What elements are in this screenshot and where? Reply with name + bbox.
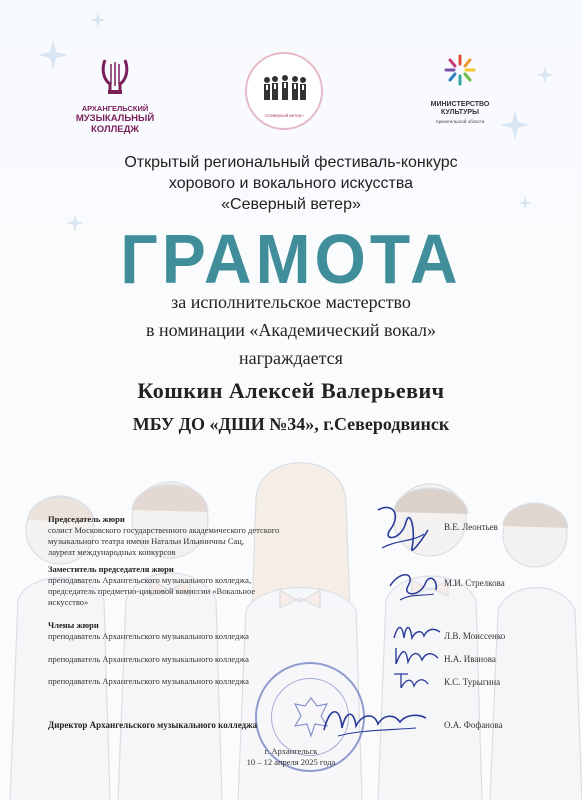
jury-chair-title: Председатель жюри [48, 514, 125, 524]
college-name-line3: КОЛЛЕДЖ [91, 123, 139, 135]
recipient-name: Кошкин Алексей Валерьевич [137, 378, 445, 403]
college-logo [70, 56, 160, 135]
jury-chair-block [48, 514, 279, 558]
jury-member2-desc: преподаватель Архангельского музыкального колледжа [48, 654, 249, 664]
footer-city: г. Архангельск [264, 746, 318, 756]
sparkle-decoration [536, 66, 554, 84]
footer-dates: 10 – 12 апреля 2025 года [246, 757, 336, 767]
sparkle-decoration [90, 12, 106, 28]
director-name: О.А. Фофанова [444, 720, 503, 730]
jury-members-title: Члены жюри [48, 620, 99, 630]
sparkle-decoration [38, 40, 68, 70]
signature-turygina [392, 670, 432, 692]
director-title: Директор Архангельского музыкального колледжа [48, 720, 258, 730]
recipient-school: МБУ ДО «ДШИ №34», г.Северодвинск [132, 414, 450, 434]
signature-leontiev [372, 500, 432, 560]
footer [0, 746, 582, 768]
festival-line3: «Северный ветер» [221, 196, 361, 213]
festival-title [40, 152, 542, 215]
award-line1: за исполнительское мастерство [171, 292, 411, 312]
jury-chair-desc-1: солист Московского государственного академического детского [48, 525, 280, 535]
college-name-line2: МУЗЫКАЛЬНЫЙ [75, 112, 155, 124]
jury-members-block [48, 620, 249, 642]
festival-emblem [245, 52, 323, 130]
jury-member3-desc: преподаватель Архангельского музыкального колледжа [48, 676, 249, 686]
signature-strelkova [386, 566, 442, 606]
jury-deputy-desc-3: искусство» [48, 597, 89, 607]
signature-ivanova [392, 644, 442, 670]
jury-deputy-block [48, 564, 255, 608]
festival-line2: хорового и вокального искусства [168, 175, 414, 192]
jury-deputy-desc-1: преподаватель Архангельского музыкального колледжа, [48, 575, 252, 585]
award-line3: награждается [239, 348, 343, 368]
ministry-line3: Архангельской области [435, 119, 485, 125]
ministry-logo [410, 52, 510, 124]
emblem-caption: «Северный ветер» [264, 113, 304, 118]
college-name-line1: АРХАНГЕЛЬСКИЙ [81, 104, 149, 113]
lyre-icon [100, 56, 130, 96]
jury-chair-name: В.Е. Леонтьев [444, 522, 498, 532]
jury-deputy-desc-2: председатель предметно-цикловой комиссии «Вокальное [48, 586, 256, 596]
jury-deputy-name: М.И. Стрелкова [444, 578, 505, 588]
jury-deputy-title: Заместитель председателя жюри [48, 564, 174, 574]
signature-director [320, 700, 430, 740]
jury-member1-name: Л.В. Моиссенко [444, 631, 506, 641]
certificate-title: ГРАМОТА [120, 220, 462, 298]
award-line2: в номинации «Академический вокал» [146, 320, 436, 340]
choir-children-icon [261, 74, 309, 106]
jury-member1-desc: преподаватель Архангельского музыкального колледжа [48, 631, 249, 641]
jury-chair-desc-2: музыкального театра имени Натальи Ильиничны Сац, [48, 536, 244, 546]
jury-member2-name: Н.А. Иванова [444, 654, 496, 664]
jury-chair-desc-3: лауреат международных конкурсов [48, 547, 176, 557]
ministry-line2: КУЛЬТУРЫ [441, 108, 479, 116]
ministry-burst-icon [442, 52, 478, 88]
signature-moissenko [392, 620, 442, 644]
ministry-line1: МИНИСТЕРСТВО [430, 101, 490, 108]
jury-member3-name: К.С. Турыгина [444, 677, 501, 687]
festival-line1: Открытый региональный фестиваль-конкурс [124, 154, 458, 171]
